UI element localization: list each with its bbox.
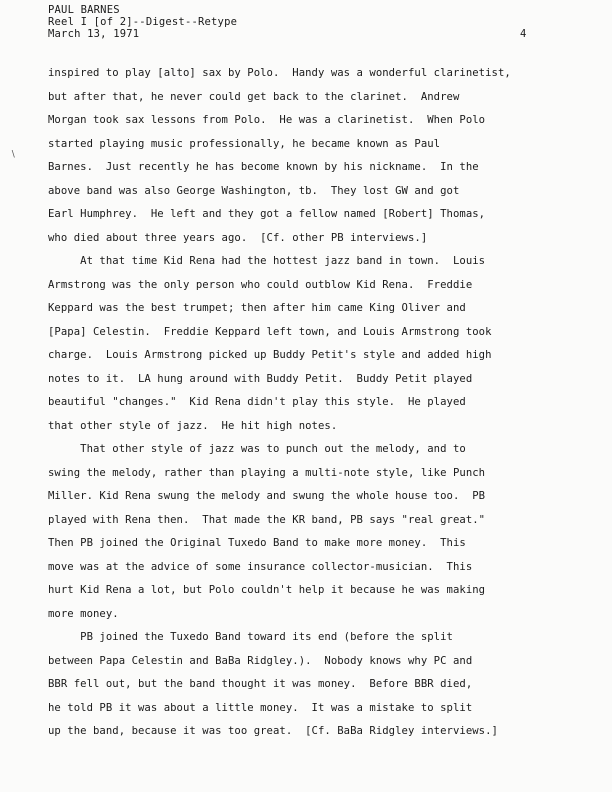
text-line: notes to it. LA hung around with Buddy Petit. Buddy Petit played [48,372,473,385]
text-line: but after that, he never could get back to the clarinet. Andrew [48,90,460,103]
text-line: Earl Humphrey. He left and they got a fellow named [Robert] Thomas, [48,208,486,220]
paragraph-3 [48,438,578,626]
paragraph-2 [48,250,578,438]
text-line: charge. Louis Armstrong picked up Buddy Petit's style and added high [48,349,492,361]
text-line: Morgan took sax lessons from Polo. He was a clarinetist. When Polo [48,114,486,126]
paragraph-4 [48,626,578,744]
paragraph-1 [48,62,578,250]
text-line: Armstrong was the only person who could outblow Kid Rena. Freddie [48,278,473,291]
text-line: PB joined the Tuxedo Band toward its end (before the split [48,631,453,643]
text-line: hurt Kid Rena a lot, but Polo couldn't help it because he was making [48,584,486,596]
text-line: Barnes. Just recently he has become known by his nickname. In the [48,161,479,173]
text-line: that other style of jazz. He hit high notes. [48,419,338,432]
text-line: started playing music professionally, he became known as Paul [48,137,441,150]
text-line: between Papa Celestin and BaBa Ridgley.). Nobody knows why PC and [48,654,473,667]
text-line: played with Rena then. That made the KR band, PB says "real great." [48,513,486,526]
page-number: 4 [520,28,527,40]
text-line: above band was also George Washington, tb. They lost GW and got [48,184,460,197]
header-name: PAUL BARNES [48,4,120,16]
text-line: [Papa] Celestin. Freddie Keppard left town, and Louis Armstrong took [48,325,492,338]
document-body [48,62,578,744]
text-line: Then PB joined the Original Tuxedo Band to make more money. This [48,537,466,549]
text-line: Keppard was the best trumpet; then after him came King Oliver and [48,302,466,314]
text-line: swing the melody, rather than playing a multi-note style, like Punch [48,466,486,479]
text-line: move was at the advice of some insurance collector-musician. This [48,560,473,573]
text-line: who died about three years ago. [Cf. other PB interviews.] [48,231,428,244]
text-line: up the band, because it was too great. [Cf. BaBa Ridgley interviews.] [48,725,498,737]
text-line: At that time Kid Rena had the hottest jazz band in town. Louis [48,255,486,267]
text-line: BBR fell out, but the band thought it was money. Before BBR died, [48,678,473,690]
text-line: inspired to play [alto] sax by Polo. Handy was a wonderful clarinetist, [48,67,511,79]
header-date: March 13, 1971 [48,28,140,40]
margin-mark: ∖ [10,150,16,160]
page-header [48,4,538,40]
text-line: he told PB it was about a little money. It was a mistake to split [48,701,473,714]
text-line: more money. [48,607,119,620]
text-line: Miller. Kid Rena swung the melody and swung the whole house too. PB [48,490,486,502]
text-line: That other style of jazz was to punch out the melody, and to [48,443,466,455]
header-reel: Reel I [of 2]--Digest--Retype [48,16,238,28]
text-line: beautiful "changes." Kid Rena didn't play this style. He played [48,396,466,408]
